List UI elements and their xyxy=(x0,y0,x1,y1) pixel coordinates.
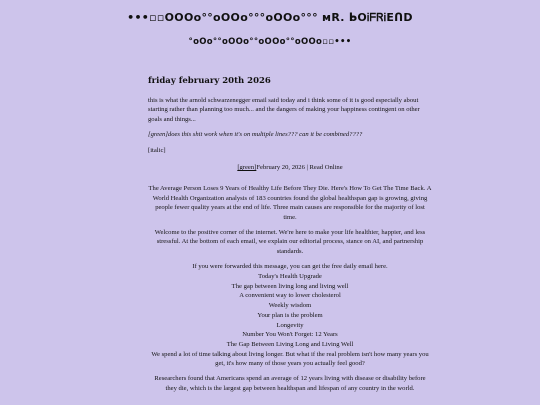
toc-item: A convenient way to lower cholesterol xyxy=(239,292,341,300)
email-body-paragraph: Researchers found that Americans spend an average of 12 years living with disease or disability before they die, which is the largest gap between healthspan and lifespan of any country in the world. xyxy=(154,375,426,392)
toc-item: The gap between living long and living well xyxy=(231,282,349,290)
email-body-paragraph: We spend a lot of time talking about living longer. But what if the real problem isn't how many years you get, it's how many of those years you actually feel good? xyxy=(151,350,429,368)
forwarded-note: If you were forwarded this message, you can get the free daily email here. xyxy=(192,263,388,271)
post-italic-tag: [italic] xyxy=(148,146,166,154)
meta-tag: [green] xyxy=(237,164,257,172)
email-welcome: Welcome to the positive corner of the internet. We're here to make your life healthier, happier, and less stressful. At the bottom of each email, we explain our editorial process, stance on AI, and partnership standards. xyxy=(154,229,426,255)
title-decoration-right: °oOo°°oOOo°°oOOo°°oOOo▫▫••• xyxy=(188,37,352,47)
post-intro: this is what the arnold schwarzenegger email said today and i think some of it is good especially about starting rather than planning too much... and the dangers of making your happiness contingent on other goals and things... xyxy=(148,97,420,123)
toc-item: Number You Won't Forget: 12 Years xyxy=(242,331,338,339)
toc-item: Your plan is the problem xyxy=(257,311,323,319)
toc-item: The Gap Between Living Long and Living Well xyxy=(226,340,354,348)
blog-post xyxy=(148,75,432,399)
toc-item: Longevity xyxy=(276,321,304,329)
meta-separator: | xyxy=(304,164,310,172)
toc-item: Weekly wisdom xyxy=(268,302,312,310)
email-meta xyxy=(148,163,432,172)
site-brand-name: ᴍR. ᖯOᎥᖴᏒᎥEᑎD xyxy=(322,11,413,24)
toc-item: Today's Health Upgrade xyxy=(258,272,322,280)
email-contents xyxy=(148,262,432,349)
site-title[interactable] xyxy=(0,11,540,25)
email-headline: The Average Person Loses 9 Years of Healthy Life Before They Die. Here's How To Get The Time Back. A World Health Organization analysis of 183 countries found the global healthspan gap is growing, giving people fewer quality years at the end of life. Three main causes are responsible for the majority of lost time. xyxy=(148,185,432,221)
title-decoration-left: •••▫▫OOOo°°oOOo°°°oOOo°°° xyxy=(127,11,318,24)
post-green-note: [green]does this shit work when it's on multiple lines??? can it be combined???? xyxy=(148,131,363,139)
post-title: friday february 20th 2026 xyxy=(148,76,271,86)
read-online-link[interactable]: Read Online xyxy=(309,164,343,172)
meta-date: February 20, 2026 xyxy=(256,164,305,172)
